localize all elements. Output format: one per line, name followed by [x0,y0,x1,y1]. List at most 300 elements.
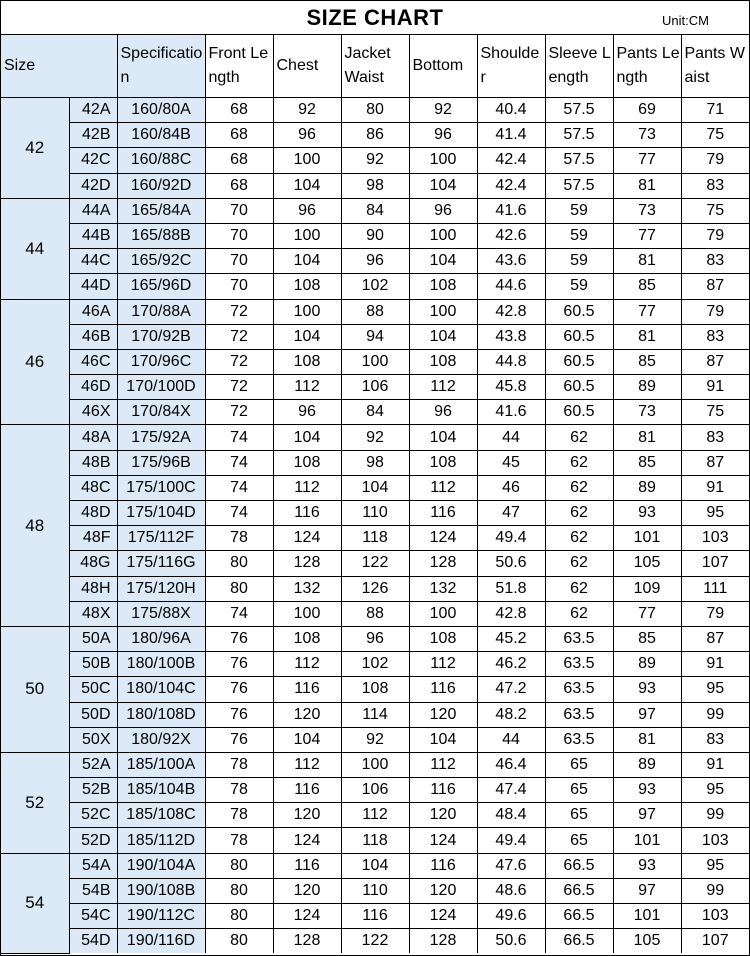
size-code-cell: 50A [69,626,117,651]
specification-cell: 190/104A [117,853,205,878]
front-length-cell: 74 [205,501,273,526]
sleeve-length-cell: 59 [545,223,613,248]
table-row [1,98,749,123]
jacket-waist-cell: 84 [341,198,409,223]
chest-cell: 116 [273,501,341,526]
jacket-waist-cell: 98 [341,173,409,198]
pants-length-cell: 81 [613,249,681,274]
sleeve-length-cell: 63.5 [545,702,613,727]
size-code-cell: 48G [69,551,117,576]
sleeve-length-cell: 59 [545,249,613,274]
table-row [1,501,749,526]
front-length-cell: 74 [205,475,273,500]
pants-length-cell: 81 [613,173,681,198]
chest-cell: 112 [273,475,341,500]
jacket-waist-cell: 126 [341,576,409,601]
bottom-cell: 128 [409,929,477,954]
specification-cell: 180/108D [117,702,205,727]
sleeve-length-cell: 62 [545,450,613,475]
sleeve-length-cell: 62 [545,526,613,551]
chest-cell: 128 [273,929,341,954]
jacket-waist-cell: 94 [341,324,409,349]
jacket-waist-cell: 88 [341,299,409,324]
sleeve-length-cell: 66.5 [545,878,613,903]
shoulder-cell: 42.8 [477,601,545,626]
front-length-cell: 80 [205,576,273,601]
specification-cell: 175/96B [117,450,205,475]
sleeve-length-cell: 62 [545,601,613,626]
specification-cell: 180/100B [117,652,205,677]
jacket-waist-cell: 118 [341,526,409,551]
size-code-cell: 46C [69,349,117,374]
pants-length-cell: 81 [613,324,681,349]
shoulder-cell: 46.2 [477,652,545,677]
jacket-waist-cell: 122 [341,551,409,576]
size-group-cell: 54 [1,853,69,953]
specification-cell: 160/84B [117,123,205,148]
sleeve-length-cell: 66.5 [545,853,613,878]
sleeve-length-cell: 65 [545,778,613,803]
bottom-cell: 116 [409,778,477,803]
table-row [1,626,749,651]
pants-waist-cell: 75 [681,400,749,425]
table-row [1,652,749,677]
pants-waist-cell: 95 [681,778,749,803]
chest-cell: 108 [273,626,341,651]
pants-length-cell: 77 [613,223,681,248]
table-row [1,904,749,929]
chest-cell: 108 [273,450,341,475]
pants-waist-cell: 91 [681,752,749,777]
header-bottom: Bottom [409,35,477,98]
front-length-cell: 68 [205,173,273,198]
bottom-cell: 96 [409,400,477,425]
jacket-waist-cell: 104 [341,853,409,878]
pants-length-cell: 73 [613,198,681,223]
table-row [1,299,749,324]
size-code-cell: 42C [69,148,117,173]
bottom-cell: 112 [409,475,477,500]
sleeve-length-cell: 59 [545,274,613,299]
front-length-cell: 80 [205,551,273,576]
bottom-cell: 128 [409,551,477,576]
chest-cell: 104 [273,727,341,752]
sleeve-length-cell: 62 [545,475,613,500]
size-table [1,35,749,954]
shoulder-cell: 44.6 [477,274,545,299]
chest-cell: 96 [273,123,341,148]
table-row [1,173,749,198]
jacket-waist-cell: 118 [341,828,409,853]
sleeve-length-cell: 62 [545,576,613,601]
sleeve-length-cell: 63.5 [545,677,613,702]
front-length-cell: 78 [205,778,273,803]
pants-waist-cell: 79 [681,223,749,248]
jacket-waist-cell: 106 [341,778,409,803]
table-row [1,148,749,173]
shoulder-cell: 42.4 [477,173,545,198]
chest-cell: 104 [273,249,341,274]
pants-waist-cell: 95 [681,501,749,526]
sleeve-length-cell: 65 [545,828,613,853]
specification-cell: 175/100C [117,475,205,500]
bottom-cell: 124 [409,526,477,551]
pants-length-cell: 81 [613,727,681,752]
shoulder-cell: 45.8 [477,375,545,400]
table-row [1,223,749,248]
header-front-length: Front Length [205,35,273,98]
jacket-waist-cell: 100 [341,752,409,777]
table-row [1,929,749,954]
table-row [1,526,749,551]
table-row [1,375,749,400]
table-row [1,853,749,878]
chest-cell: 116 [273,677,341,702]
table-row [1,400,749,425]
pants-waist-cell: 99 [681,878,749,903]
size-code-cell: 44C [69,249,117,274]
page-title: SIZE CHART [306,5,444,30]
size-code-cell: 50D [69,702,117,727]
header-row [1,35,749,98]
front-length-cell: 72 [205,400,273,425]
chest-cell: 96 [273,400,341,425]
table-row [1,677,749,702]
size-group-cell: 44 [1,198,69,299]
header-pants-waist: Pants Waist [681,35,749,98]
size-code-cell: 52D [69,828,117,853]
sleeve-length-cell: 60.5 [545,324,613,349]
size-code-cell: 50X [69,727,117,752]
pants-waist-cell: 95 [681,677,749,702]
sleeve-length-cell: 63.5 [545,626,613,651]
sleeve-length-cell: 60.5 [545,349,613,374]
size-code-cell: 54D [69,929,117,954]
pants-length-cell: 93 [613,778,681,803]
bottom-cell: 112 [409,652,477,677]
front-length-cell: 68 [205,98,273,123]
front-length-cell: 78 [205,752,273,777]
jacket-waist-cell: 88 [341,601,409,626]
chest-cell: 116 [273,778,341,803]
table-row [1,828,749,853]
pants-waist-cell: 91 [681,652,749,677]
size-code-cell: 54B [69,878,117,903]
chest-cell: 128 [273,551,341,576]
shoulder-cell: 46.4 [477,752,545,777]
shoulder-cell: 47.4 [477,778,545,803]
jacket-waist-cell: 102 [341,274,409,299]
jacket-waist-cell: 116 [341,904,409,929]
chest-cell: 132 [273,576,341,601]
table-row [1,475,749,500]
pants-waist-cell: 79 [681,601,749,626]
jacket-waist-cell: 86 [341,123,409,148]
jacket-waist-cell: 110 [341,878,409,903]
jacket-waist-cell: 112 [341,803,409,828]
jacket-waist-cell: 98 [341,450,409,475]
chest-cell: 108 [273,349,341,374]
pants-waist-cell: 103 [681,828,749,853]
shoulder-cell: 41.4 [477,123,545,148]
front-length-cell: 76 [205,677,273,702]
shoulder-cell: 42.6 [477,223,545,248]
shoulder-cell: 44 [477,425,545,450]
front-length-cell: 78 [205,828,273,853]
pants-waist-cell: 87 [681,450,749,475]
specification-cell: 165/88B [117,223,205,248]
jacket-waist-cell: 96 [341,626,409,651]
header-jacket-waist: Jacket Waist [341,35,409,98]
size-group-cell: 48 [1,425,69,627]
pants-length-cell: 93 [613,853,681,878]
pants-length-cell: 77 [613,299,681,324]
pants-length-cell: 85 [613,450,681,475]
bottom-cell: 104 [409,173,477,198]
bottom-cell: 108 [409,450,477,475]
jacket-waist-cell: 100 [341,349,409,374]
shoulder-cell: 43.6 [477,249,545,274]
shoulder-cell: 41.6 [477,198,545,223]
specification-cell: 170/84X [117,400,205,425]
bottom-cell: 112 [409,752,477,777]
header-shoulder: Shoulder [477,35,545,98]
size-code-cell: 52A [69,752,117,777]
table-row [1,752,749,777]
sleeve-length-cell: 66.5 [545,904,613,929]
pants-length-cell: 73 [613,400,681,425]
pants-waist-cell: 79 [681,299,749,324]
chest-cell: 92 [273,98,341,123]
front-length-cell: 72 [205,299,273,324]
pants-length-cell: 69 [613,98,681,123]
bottom-cell: 116 [409,501,477,526]
front-length-cell: 72 [205,349,273,374]
table-row [1,450,749,475]
jacket-waist-cell: 92 [341,727,409,752]
bottom-cell: 92 [409,98,477,123]
chest-cell: 100 [273,299,341,324]
front-length-cell: 70 [205,274,273,299]
bottom-cell: 100 [409,601,477,626]
pants-length-cell: 105 [613,929,681,954]
size-code-cell: 52B [69,778,117,803]
chest-cell: 100 [273,601,341,626]
pants-length-cell: 89 [613,652,681,677]
bottom-cell: 116 [409,677,477,702]
size-group-cell: 52 [1,752,69,853]
specification-cell: 170/88A [117,299,205,324]
sleeve-length-cell: 66.5 [545,929,613,954]
bottom-cell: 112 [409,375,477,400]
bottom-cell: 100 [409,299,477,324]
pants-length-cell: 85 [613,274,681,299]
specification-cell: 170/100D [117,375,205,400]
specification-cell: 165/84A [117,198,205,223]
front-length-cell: 68 [205,148,273,173]
pants-waist-cell: 107 [681,551,749,576]
size-code-cell: 44B [69,223,117,248]
pants-length-cell: 77 [613,148,681,173]
chest-cell: 112 [273,375,341,400]
size-code-cell: 48C [69,475,117,500]
pants-waist-cell: 83 [681,425,749,450]
front-length-cell: 76 [205,727,273,752]
pants-waist-cell: 83 [681,173,749,198]
pants-waist-cell: 87 [681,274,749,299]
size-group-cell: 50 [1,626,69,752]
pants-waist-cell: 99 [681,803,749,828]
size-code-cell: 46D [69,375,117,400]
jacket-waist-cell: 106 [341,375,409,400]
bottom-cell: 132 [409,576,477,601]
size-code-cell: 48F [69,526,117,551]
specification-cell: 175/120H [117,576,205,601]
bottom-cell: 100 [409,223,477,248]
pants-length-cell: 85 [613,349,681,374]
specification-cell: 190/116D [117,929,205,954]
specification-cell: 160/80A [117,98,205,123]
front-length-cell: 80 [205,904,273,929]
bottom-cell: 96 [409,123,477,148]
table-row [1,274,749,299]
pants-length-cell: 81 [613,425,681,450]
jacket-waist-cell: 110 [341,501,409,526]
chest-cell: 120 [273,803,341,828]
specification-cell: 175/116G [117,551,205,576]
sleeve-length-cell: 62 [545,425,613,450]
chest-cell: 116 [273,853,341,878]
header-sleeve-length: Sleeve Length [545,35,613,98]
jacket-waist-cell: 122 [341,929,409,954]
specification-cell: 175/88X [117,601,205,626]
pants-waist-cell: 103 [681,526,749,551]
size-code-cell: 50B [69,652,117,677]
shoulder-cell: 49.6 [477,904,545,929]
chest-cell: 96 [273,198,341,223]
sleeve-length-cell: 65 [545,752,613,777]
bottom-cell: 104 [409,425,477,450]
pants-length-cell: 89 [613,475,681,500]
jacket-waist-cell: 114 [341,702,409,727]
shoulder-cell: 48.4 [477,803,545,828]
pants-length-cell: 97 [613,803,681,828]
shoulder-cell: 47.6 [477,853,545,878]
size-code-cell: 48D [69,501,117,526]
table-body [1,98,749,954]
bottom-cell: 120 [409,803,477,828]
specification-cell: 185/108C [117,803,205,828]
shoulder-cell: 49.4 [477,526,545,551]
size-code-cell: 46X [69,400,117,425]
bottom-cell: 124 [409,828,477,853]
table-row [1,123,749,148]
bottom-cell: 100 [409,148,477,173]
bottom-cell: 108 [409,349,477,374]
bottom-cell: 124 [409,904,477,929]
pants-waist-cell: 111 [681,576,749,601]
unit-label: Unit:CM [662,13,709,28]
front-length-cell: 70 [205,249,273,274]
chest-cell: 108 [273,274,341,299]
chest-cell: 104 [273,173,341,198]
shoulder-cell: 42.8 [477,299,545,324]
jacket-waist-cell: 90 [341,223,409,248]
front-length-cell: 72 [205,375,273,400]
pants-length-cell: 93 [613,501,681,526]
chest-cell: 100 [273,223,341,248]
chest-cell: 100 [273,148,341,173]
bottom-cell: 120 [409,878,477,903]
bottom-cell: 108 [409,274,477,299]
sleeve-length-cell: 57.5 [545,98,613,123]
table-row [1,702,749,727]
shoulder-cell: 50.6 [477,551,545,576]
sleeve-length-cell: 60.5 [545,375,613,400]
shoulder-cell: 46 [477,475,545,500]
pants-waist-cell: 83 [681,324,749,349]
pants-waist-cell: 83 [681,727,749,752]
size-code-cell: 42D [69,173,117,198]
front-length-cell: 80 [205,878,273,903]
specification-cell: 185/100A [117,752,205,777]
bottom-cell: 116 [409,853,477,878]
table-row [1,576,749,601]
sleeve-length-cell: 63.5 [545,652,613,677]
sleeve-length-cell: 60.5 [545,299,613,324]
header-specification: Specification [117,35,205,98]
size-code-cell: 54A [69,853,117,878]
specification-cell: 190/112C [117,904,205,929]
sleeve-length-cell: 65 [545,803,613,828]
shoulder-cell: 45.2 [477,626,545,651]
chest-cell: 124 [273,904,341,929]
jacket-waist-cell: 104 [341,475,409,500]
pants-waist-cell: 107 [681,929,749,954]
jacket-waist-cell: 92 [341,425,409,450]
shoulder-cell: 40.4 [477,98,545,123]
shoulder-cell: 49.4 [477,828,545,853]
size-code-cell: 54C [69,904,117,929]
specification-cell: 190/108B [117,878,205,903]
size-code-cell: 48A [69,425,117,450]
size-group-cell: 46 [1,299,69,425]
bottom-cell: 104 [409,727,477,752]
pants-waist-cell: 87 [681,626,749,651]
shoulder-cell: 45 [477,450,545,475]
pants-waist-cell: 75 [681,123,749,148]
chest-cell: 104 [273,324,341,349]
pants-waist-cell: 91 [681,475,749,500]
specification-cell: 180/92X [117,727,205,752]
specification-cell: 185/112D [117,828,205,853]
pants-length-cell: 101 [613,904,681,929]
chest-cell: 124 [273,526,341,551]
front-length-cell: 76 [205,626,273,651]
front-length-cell: 80 [205,853,273,878]
specification-cell: 180/96A [117,626,205,651]
shoulder-cell: 50.6 [477,929,545,954]
specification-cell: 175/104D [117,501,205,526]
specification-cell: 180/104C [117,677,205,702]
specification-cell: 170/92B [117,324,205,349]
table-row [1,778,749,803]
pants-length-cell: 89 [613,375,681,400]
chest-cell: 124 [273,828,341,853]
size-code-cell: 48B [69,450,117,475]
front-length-cell: 80 [205,929,273,954]
sleeve-length-cell: 59 [545,198,613,223]
